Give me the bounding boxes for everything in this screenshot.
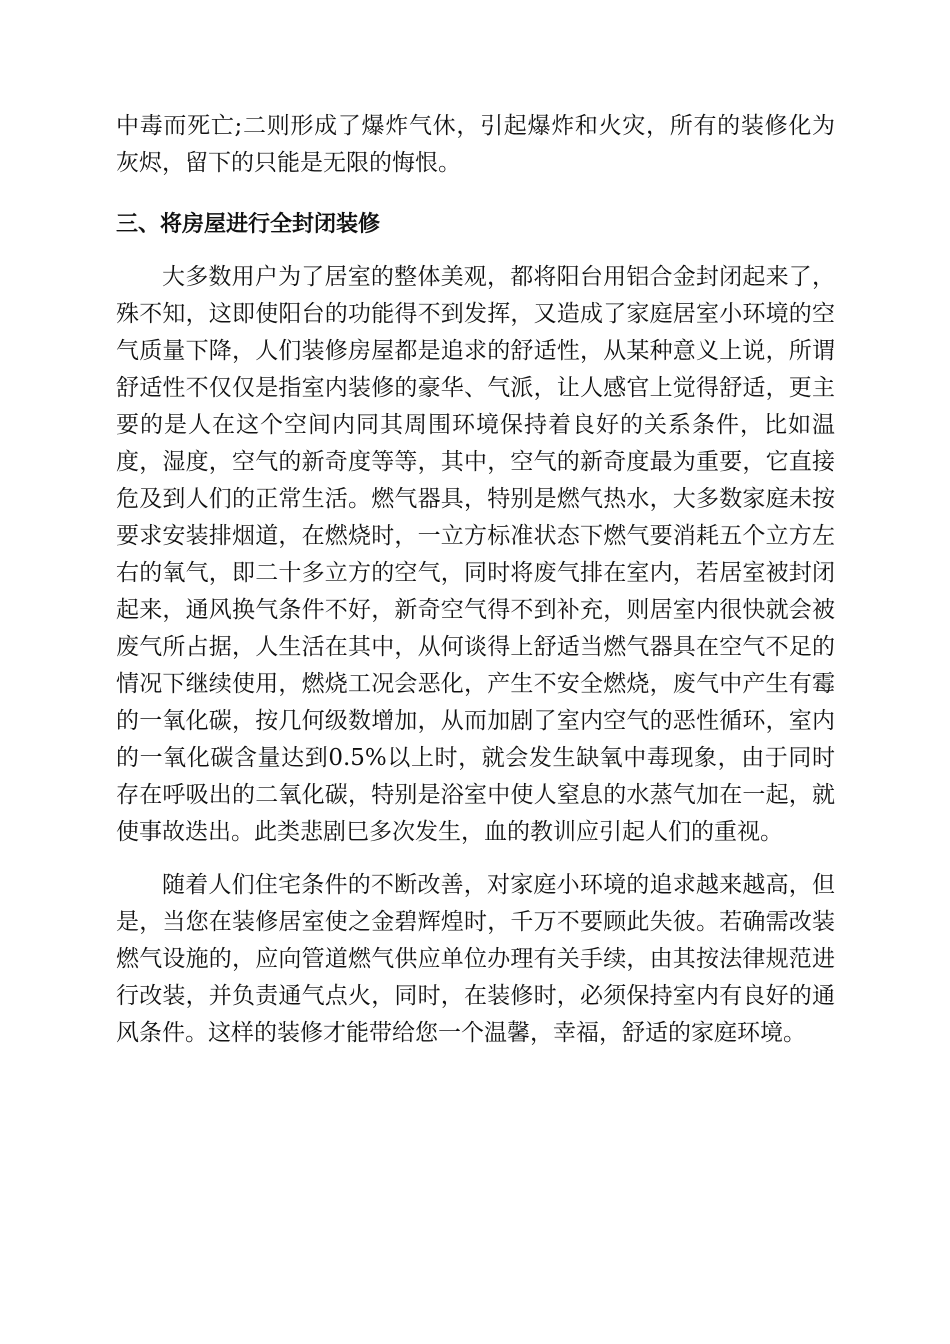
section-heading: 三、将房屋进行全封闭装修	[116, 212, 381, 237]
continuation-paragraph: 中毒而死亡;二则形成了爆炸气休，引起爆炸和火灾，所有的装修化为灰烬，留下的只能是无限的悔恨。	[116, 113, 835, 176]
body-paragraph-2: 随着人们住宅条件的不断改善，对家庭小环境的追求越来越高，但是，当您在装修居室使之金碧辉煌时，千万不要顾此失彼。若确需改装燃气设施的，应向管道燃气供应单位办理有关手续，由其按法律规范进行改装，并负责通气点火，同时，在装修时，必须保持室内有良好的通风条件。这样的装修才能带给您一个温馨，幸福，舒适的家庭环境。	[116, 872, 835, 1046]
document-page	[116, 108, 835, 1052]
body-paragraph-1: 大多数用户为了居室的整体美观，都将阳台用铝合金封闭起来了，殊不知，这即使阳台的功能得不到发挥，又造成了家庭居室小环境的空气质量下降，人们装修房屋都是追求的舒适性，从某种意义上说，所谓舒适性不仅仅是指室内装修的豪华、气派，让人感官上觉得舒适，更主要的是人在这个空间内同其周围环境保持着良好的关系条件，比如温度，湿度，空气的新奇度等等，其中，空气的新奇度最为重要，它直接危及到人们的正常生活。燃气器具，特别是燃气热水，大多数家庭未按要求安装排烟道，在燃烧时，一立方标准状态下燃气要消耗五个立方左右的氧气，即二十多立方的空气，同时将废气排在室内，若居室被封闭起来，通风换气条件不好，新奇空气得不到补充，则居室内很快就会被废气所占据，人生活在其中，从何谈得上舒适当燃气器具在空气不足的情况下继续使用，燃烧工况会恶化，产生不安全燃烧，废气中产生有霉的一氧化碳，按几何级数增加，从而加剧了室内空气的恶性循环，室内的一氧化碳含量达到0.5%以上时，就会发生缺氧中毒现象，由于同时存在呼吸出的二氧化碳，特别是浴室中使人窒息的水蒸气加在一起，就使事故迭出。此类悲剧巳多次发生，血的教训应引起人们的重视。	[116, 264, 835, 845]
